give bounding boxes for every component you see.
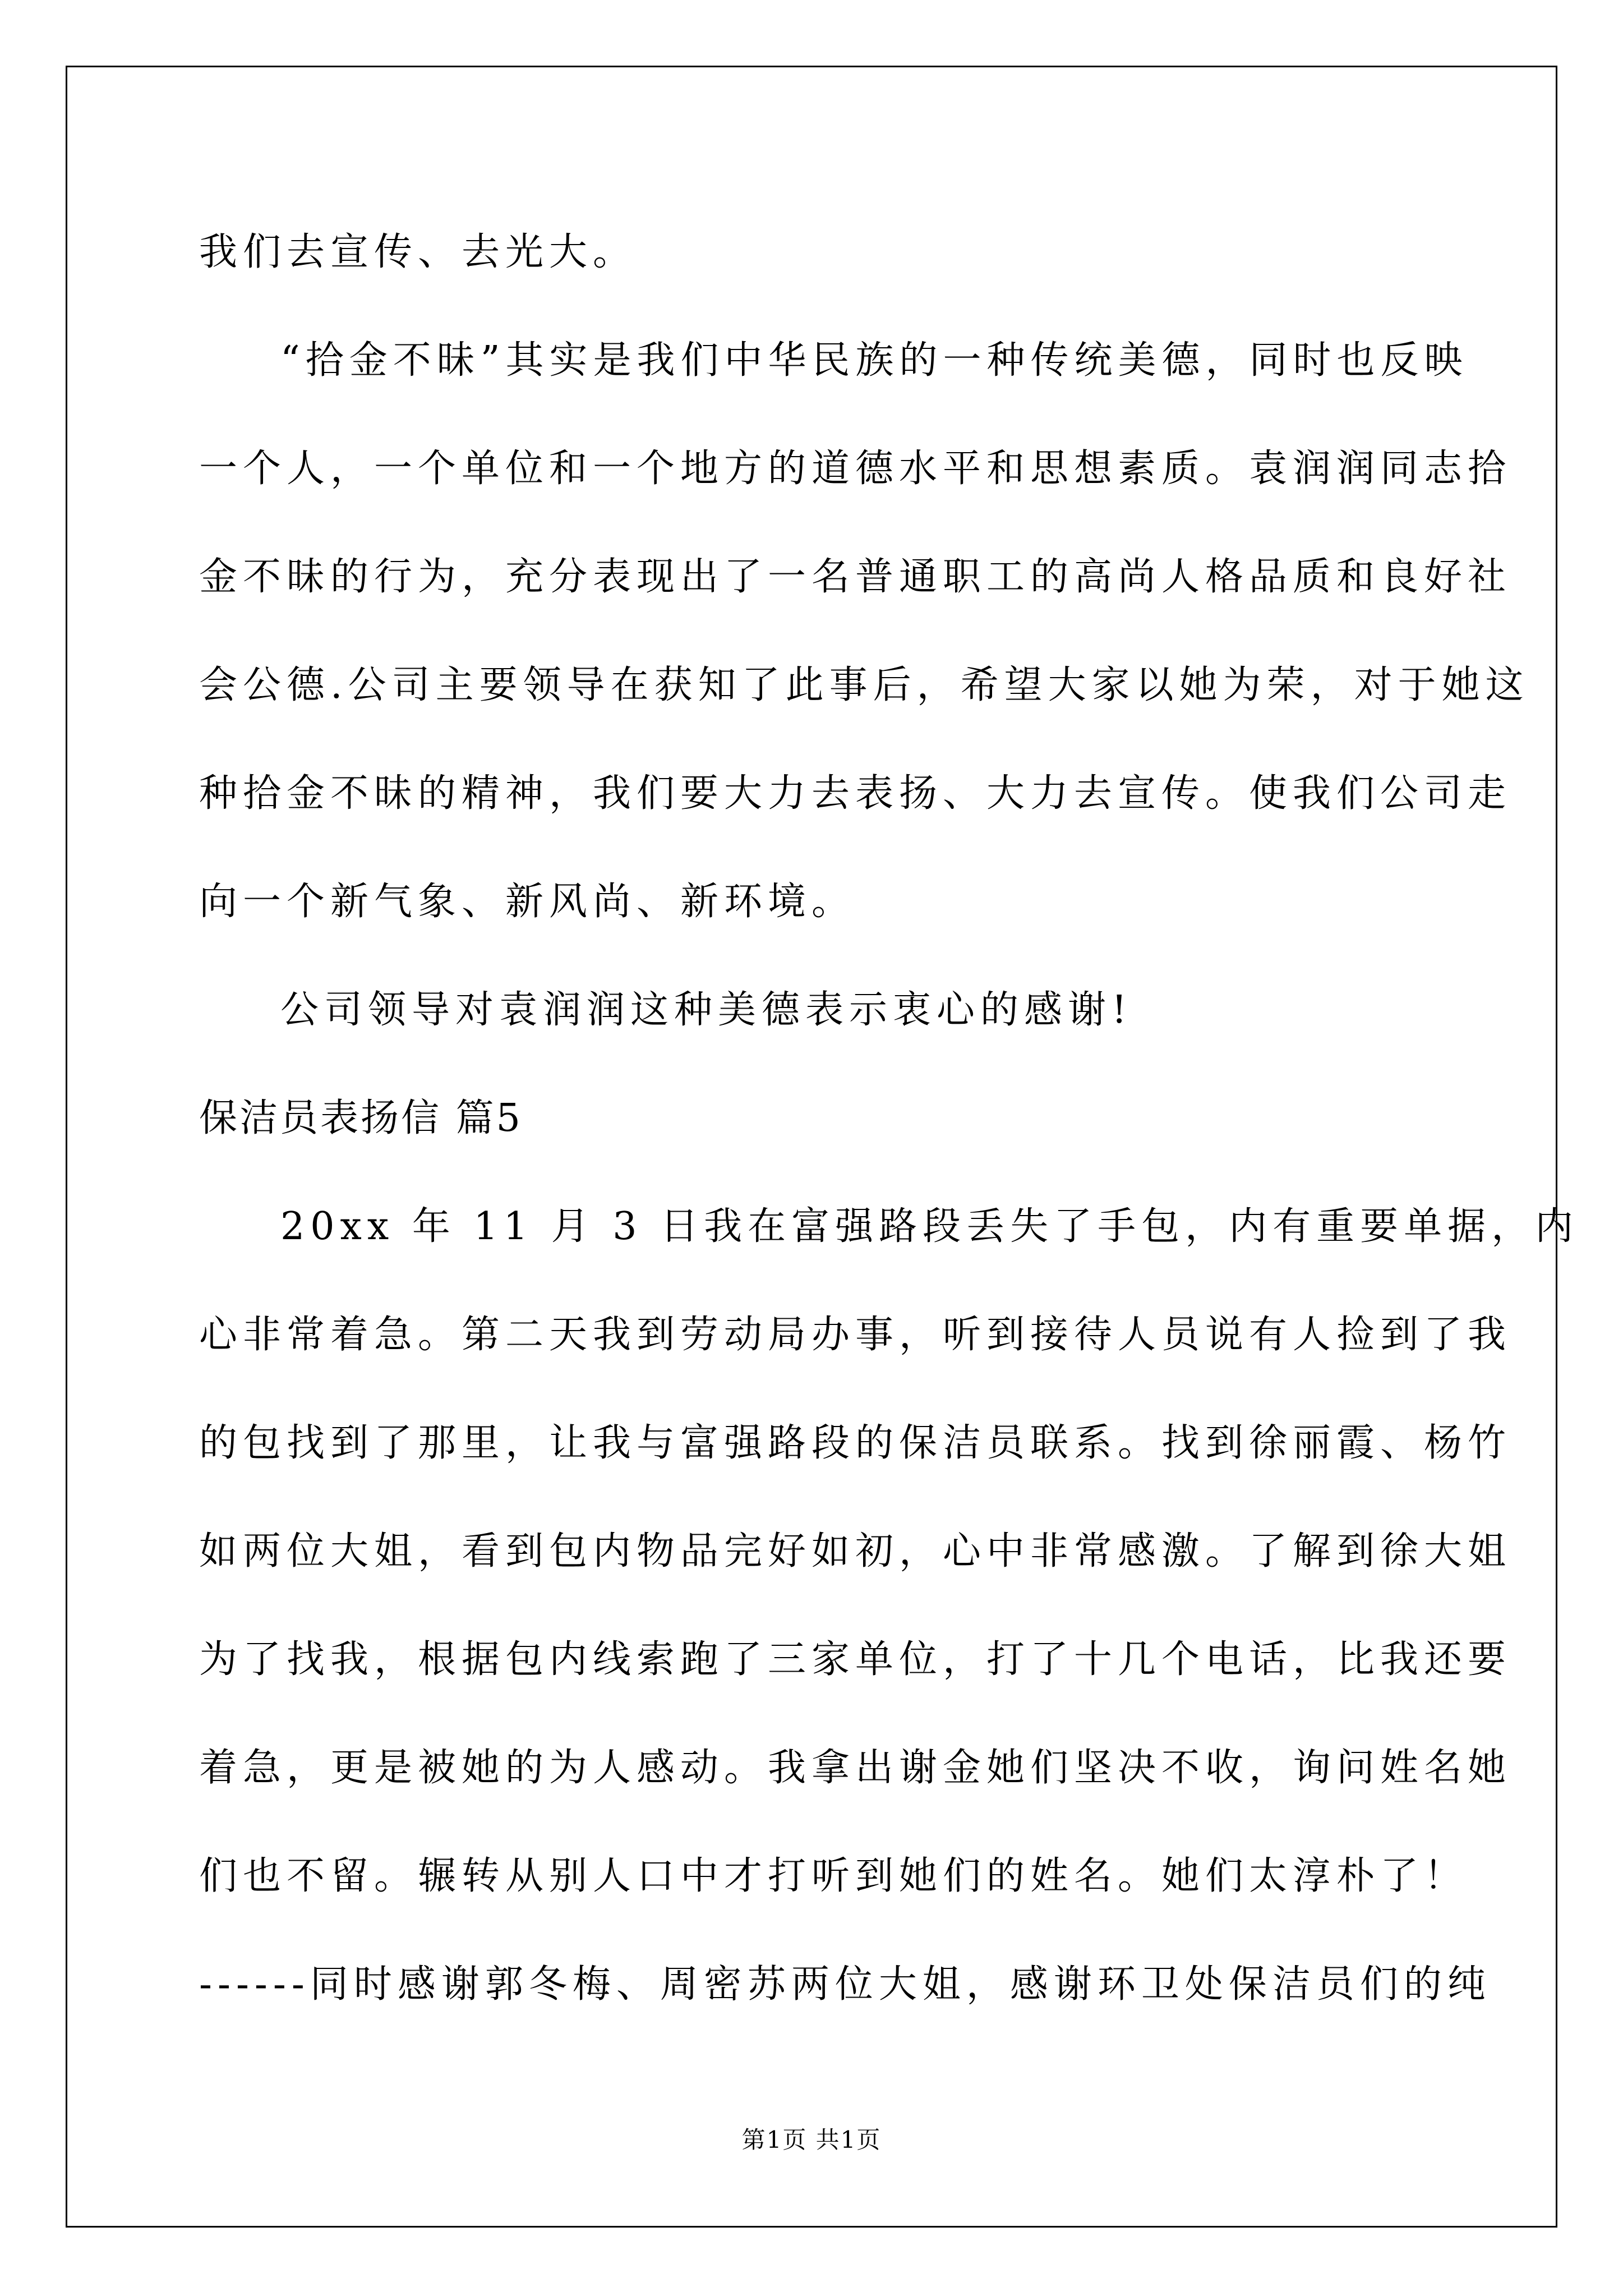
text-line: 金不昧的行为，充分表现出了一名普通职工的高尚人格品质和良好社 (199, 555, 1512, 599)
page-footer: 第1页 共1页 (741, 2126, 882, 2154)
text-line: 20xx 年 11 月 3 日我在富强路段丢失了手包，内有重要单据，内 (280, 1204, 1579, 1249)
text-line: 种拾金不昧的精神，我们要大力去表扬、大力去宣传。使我们公司走 (199, 771, 1512, 816)
text-line: 我们去宣传、去光大。 (199, 230, 637, 274)
text-line: 会公德.公司主要领导在获知了此事后，希望大家以她为荣，对于她这 (199, 663, 1529, 707)
text-line: 们也不留。辗转从别人口中才打听到她们的姓名。她们太淳朴了！ (199, 1854, 1468, 1898)
text-line: 如两位大姐，看到包内物品完好如初，心中非常感激。了解到徐大姐 (199, 1529, 1512, 1573)
text-line: 心非常着急。第二天我到劳动局办事，听到接待人员说有人捡到了我 (199, 1313, 1512, 1357)
text-line: 着急，更是被她的为人感动。我拿出谢金她们坚决不收，询问姓名她 (199, 1746, 1512, 1790)
text-line: 向一个新气象、新风尚、新环境。 (199, 880, 856, 924)
text-line: 的包找到了那里，让我与富强路段的保洁员联系。找到徐丽霞、杨竹 (199, 1421, 1512, 1465)
text-line: 公司领导对袁润润这种美德表示衷心的感谢! (280, 988, 1133, 1032)
text-line: 为了找我，根据包内线索跑了三家单位，打了十几个电话，比我还要 (199, 1637, 1512, 1682)
text-line: ------同时感谢郭冬梅、周密苏两位大姐，感谢环卫处保洁员们的纯 (199, 1962, 1491, 2007)
text-line: “拾金不昧”其实是我们中华民族的一种传统美德，同时也反映 (280, 338, 1468, 383)
text-line: 一个人，一个单位和一个地方的道德水平和思想素质。袁润润同志拾 (199, 447, 1512, 491)
section-heading: 保洁员表扬信 篇5 (199, 1096, 523, 1140)
